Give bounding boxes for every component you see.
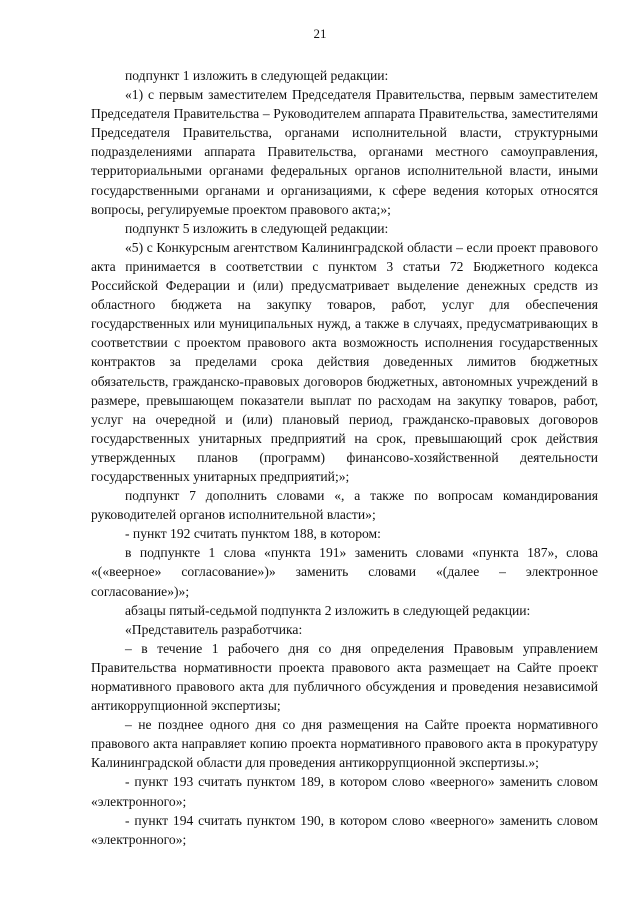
paragraph: - пункт 194 считать пунктом 190, в котором слово «веерного» заменить словом «электронного»; [91,812,598,847]
paragraph: – не позднее одного дня со дня размещения на Сайте проекта нормативного правового акта направляет копию проекта нормативного правового акта в прокуратуру Калининградской области для проведения антикоррупционной экспертизы.»; [91,717,598,771]
paragraph: «1) с первым заместителем Председателя Правительства, первым заместителем Председателя Правительства – Руководителем аппарата Правительства, заместителями Председателя Правительства, органами исполнительной власти, структурными подразделениями аппарата Правительства, органами местного самоуправления, территориальными органами федеральных органов исполнительной власти, иными государственными органами и организациями, к сфере ведения которых относятся вопросы, регулируемые проектом правового акта;»; [91,87,598,217]
paragraph: абзацы пятый-седьмой подпункта 2 изложить в следующей редакции: [125,602,531,618]
paragraph: подпункт 7 дополнить словами «, а также по вопросам командирования руководителей органов исполнительной власти»; [91,488,598,523]
paragraph: «Представитель разработчика: [125,621,303,637]
document-body [91,66,598,849]
paragraph: – в течение 1 рабочего дня со дня определения Правовым управлением Правительства нормативности проекта правового акта размещает на Сайте проект нормативного правового акта для публичного обсуждения и проведения независимой антикоррупционной экспертизы; [91,640,598,714]
paragraph: «5) с Конкурсным агентством Калининградской области – если проект правового акта принимается в соответствии с пунктом 3 статьи 72 Бюджетного кодекса Российской Федерации и (или) предусматривает выделение денежных средств из областного бюджета на закупку товаров, работ, услуг для обеспечения государственных или муниципальных нужд, а также в случаях, предусматривающих в соответствии с проектом правового акта возможность исполнения государственных контрактов за пределами срока действия доведенных лимитов бюджетных обязательств, гражданско-правовых договоров бюджетных, автономных учреждений в размере, превышающем показатели выплат по расходам на закупку товаров, работ, услуг на очередной и (или) плановый период, гражданско-правовых договоров государственных унитарных предприятий на срок, превышающий срок действия утвержденных планов (программ) финансово-хозяйственной деятельности государственных унитарных предприятий;»; [91,239,598,484]
paragraph: подпункт 5 изложить в следующей редакции: [125,220,389,236]
paragraph: - пункт 193 считать пунктом 189, в котором слово «веерного» заменить словом «электронного»; [91,774,598,809]
paragraph: в подпункте 1 слова «пункта 191» заменить словами «пункта 187», слова «(«веерное» согласование»)» заменить словами «(далее – электронное согласование»)»; [91,545,598,599]
paragraph: - пункт 192 считать пунктом 188, в котором: [125,526,381,542]
paragraph: подпункт 1 изложить в следующей редакции: [125,68,389,83]
page-number: 21 [313,26,327,41]
